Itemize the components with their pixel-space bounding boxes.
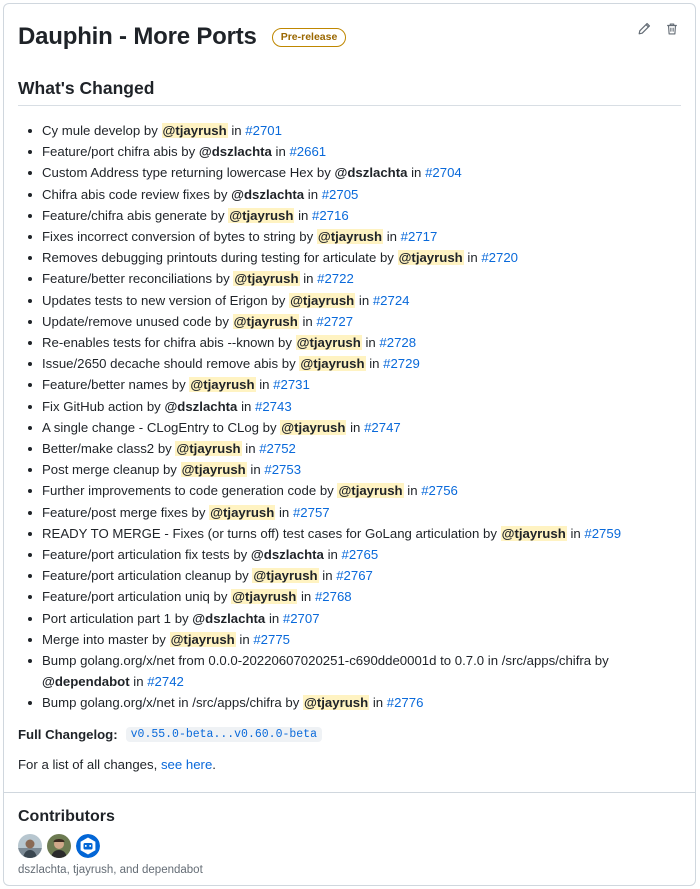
by-word: by bbox=[299, 229, 314, 245]
pr-link[interactable]: #2752 bbox=[259, 441, 296, 457]
change-item bbox=[42, 162, 681, 183]
author-mention[interactable]: @dszlachta bbox=[198, 144, 272, 160]
in-word: in bbox=[358, 292, 370, 308]
in-word: in bbox=[133, 674, 144, 690]
in-word: in bbox=[302, 313, 313, 329]
contributor-names: dszlachta, tjayrush, and dependabot bbox=[18, 864, 203, 876]
in-word: in bbox=[259, 377, 270, 393]
by-word: by bbox=[379, 250, 394, 266]
in-word: in bbox=[268, 610, 280, 626]
pr-link[interactable]: #2757 bbox=[292, 504, 330, 520]
by-word: by bbox=[171, 377, 186, 393]
pr-link[interactable]: #2661 bbox=[289, 144, 327, 160]
pr-link[interactable]: #2705 bbox=[321, 186, 359, 202]
in-word: in bbox=[467, 250, 478, 266]
pr-link[interactable]: #2717 bbox=[400, 229, 438, 245]
in-word: in bbox=[350, 419, 361, 435]
see-here-link[interactable]: see here bbox=[160, 756, 213, 772]
avatar-dependabot[interactable] bbox=[76, 834, 100, 858]
by-word: by bbox=[213, 589, 228, 605]
pr-link[interactable]: #2728 bbox=[379, 335, 417, 351]
in-word: in bbox=[372, 695, 384, 711]
author-mention[interactable]: @tjayrush bbox=[233, 313, 298, 329]
pr-link[interactable]: #2767 bbox=[336, 568, 373, 584]
change-item bbox=[42, 141, 681, 162]
change-text: Further improvements to code generation code bbox=[42, 483, 317, 499]
in-word: in bbox=[307, 186, 319, 202]
in-word: in bbox=[239, 631, 250, 647]
change-item bbox=[42, 523, 681, 544]
change-text: A single change - CLogEntry to CLog bbox=[42, 419, 259, 435]
in-word: in bbox=[298, 207, 309, 223]
release-actions bbox=[637, 22, 679, 36]
by-word: by bbox=[146, 398, 161, 414]
pr-link[interactable]: #2716 bbox=[312, 207, 349, 223]
pr-link[interactable]: #2742 bbox=[147, 674, 184, 690]
by-word: by bbox=[213, 186, 228, 202]
by-word: by bbox=[233, 547, 248, 563]
change-item bbox=[42, 247, 681, 268]
change-text: Feature/better reconciliations bbox=[42, 271, 213, 287]
change-item bbox=[42, 417, 681, 438]
contributors-heading: Contributors bbox=[18, 808, 115, 825]
in-word: in bbox=[275, 144, 286, 160]
author-mention[interactable]: @tjayrush bbox=[281, 419, 346, 435]
author-mention[interactable]: @tjayrush bbox=[190, 377, 255, 393]
in-word: in bbox=[365, 335, 376, 351]
change-text: Feature/post merge fixes bbox=[42, 504, 188, 520]
change-text: Removes debugging printouts during testing for articulate bbox=[42, 250, 377, 266]
by-word: by bbox=[319, 483, 334, 499]
pr-link[interactable]: #2768 bbox=[314, 589, 352, 605]
in-word: in bbox=[231, 123, 242, 138]
change-item bbox=[42, 544, 681, 565]
author-mention[interactable]: @tjayrush bbox=[210, 504, 275, 520]
change-item bbox=[42, 586, 681, 607]
change-text: Feature/chifra abis generate bbox=[42, 207, 207, 223]
by-word: by bbox=[151, 631, 166, 647]
in-word: in bbox=[407, 483, 418, 499]
change-item bbox=[42, 459, 681, 480]
pr-link[interactable]: #2756 bbox=[421, 483, 458, 499]
change-item bbox=[42, 396, 681, 417]
contributor-avatars bbox=[18, 834, 203, 858]
change-item bbox=[42, 184, 681, 205]
change-item bbox=[42, 692, 681, 713]
by-word: by bbox=[285, 695, 300, 711]
avatar-dszlachta[interactable] bbox=[18, 834, 42, 858]
in-word: in bbox=[245, 441, 256, 457]
see-all-prefix: For a list of all changes, bbox=[18, 756, 158, 772]
author-mention[interactable]: @dszlachta bbox=[192, 610, 266, 626]
by-word: by bbox=[594, 653, 609, 669]
author-mention[interactable]: @dszlachta bbox=[334, 165, 408, 181]
author-mention[interactable]: @tjayrush bbox=[162, 123, 227, 138]
in-word: in bbox=[301, 589, 312, 605]
author-mention[interactable]: @dependabot bbox=[42, 674, 130, 690]
by-word: by bbox=[157, 441, 172, 457]
by-word: by bbox=[234, 568, 249, 584]
release-header bbox=[18, 20, 681, 54]
change-item bbox=[42, 374, 681, 395]
author-mention[interactable]: @tjayrush bbox=[253, 568, 318, 584]
change-text: Issue/2650 decache should remove abis bbox=[42, 356, 279, 372]
change-item bbox=[42, 502, 681, 523]
in-word: in bbox=[411, 165, 422, 181]
pr-link[interactable]: #2776 bbox=[386, 695, 424, 711]
full-changelog bbox=[18, 727, 681, 742]
author-mention[interactable]: @dszlachta bbox=[164, 398, 238, 414]
change-item bbox=[42, 268, 681, 289]
author-mention[interactable]: @tjayrush bbox=[501, 525, 566, 541]
by-word: by bbox=[215, 313, 229, 329]
pr-link[interactable]: #2747 bbox=[364, 419, 401, 435]
change-text: Feature/port articulation cleanup bbox=[42, 568, 232, 584]
release-body bbox=[4, 4, 695, 772]
pr-link[interactable]: #2759 bbox=[584, 525, 622, 541]
change-text: Update/remove unused code bbox=[42, 313, 212, 329]
author-mention[interactable]: @tjayrush bbox=[398, 250, 463, 266]
by-word: by bbox=[482, 525, 497, 541]
in-word: in bbox=[279, 504, 290, 520]
pr-link[interactable]: #2724 bbox=[372, 292, 410, 308]
author-mention[interactable]: @tjayrush bbox=[170, 631, 235, 647]
author-mention[interactable]: @tjayrush bbox=[317, 229, 383, 245]
pr-link[interactable]: #2727 bbox=[316, 313, 354, 329]
in-word: in bbox=[322, 568, 333, 584]
change-text: Merge into master bbox=[42, 631, 149, 647]
by-word: by bbox=[262, 419, 277, 435]
by-word: by bbox=[174, 610, 189, 626]
release-title[interactable]: Dauphin - More Ports bbox=[18, 23, 257, 50]
avatar-tjayrush[interactable] bbox=[47, 834, 71, 858]
author-mention[interactable]: @tjayrush bbox=[290, 292, 355, 308]
by-word: by bbox=[278, 335, 292, 351]
pr-link[interactable]: #2729 bbox=[383, 356, 420, 372]
change-text: Fixes incorrect conversion of bytes to string bbox=[42, 229, 296, 245]
in-word: in bbox=[570, 525, 581, 541]
in-word: in bbox=[303, 271, 314, 287]
see-all-suffix: . bbox=[212, 756, 216, 772]
pr-link[interactable]: #2701 bbox=[245, 123, 282, 138]
author-mention[interactable]: @tjayrush bbox=[303, 695, 369, 711]
changes-list bbox=[18, 120, 681, 714]
whats-changed-heading: What's Changed bbox=[18, 78, 681, 106]
change-text: Chifra abis code review fixes bbox=[42, 186, 210, 202]
pr-link[interactable]: #2753 bbox=[264, 462, 302, 478]
author-mention[interactable]: @tjayrush bbox=[234, 271, 299, 287]
full-changelog-label: Full Changelog: bbox=[18, 726, 118, 742]
change-text: Feature/better names bbox=[42, 377, 169, 393]
author-mention[interactable]: @tjayrush bbox=[296, 335, 361, 351]
change-item bbox=[42, 120, 681, 141]
author-mention[interactable]: @tjayrush bbox=[338, 483, 403, 499]
author-mention[interactable]: @tjayrush bbox=[176, 441, 241, 457]
change-item bbox=[42, 353, 681, 374]
change-item bbox=[42, 629, 681, 650]
changelog-range-link[interactable]: v0.55.0-beta...v0.60.0-beta bbox=[126, 727, 322, 742]
author-mention[interactable]: @tjayrush bbox=[181, 462, 246, 478]
change-item bbox=[42, 290, 681, 311]
pr-link[interactable]: #2765 bbox=[341, 547, 379, 563]
change-text: Custom Address type returning lowercase Hex bbox=[42, 165, 314, 181]
change-text: READY TO MERGE - Fixes (or turns off) test cases for GoLang articulation bbox=[42, 525, 480, 541]
in-word: in bbox=[241, 398, 252, 414]
author-mention[interactable]: @dszlachta bbox=[231, 186, 305, 202]
in-word: in bbox=[386, 229, 397, 245]
change-text: Fix GitHub action bbox=[42, 398, 144, 414]
pr-link[interactable]: #2775 bbox=[253, 631, 291, 647]
pr-link[interactable]: #2743 bbox=[255, 398, 292, 414]
section-divider bbox=[4, 792, 695, 793]
change-text: Port articulation part 1 bbox=[42, 610, 172, 626]
change-item bbox=[42, 438, 681, 459]
change-item bbox=[42, 565, 681, 586]
author-mention[interactable]: @tjayrush bbox=[300, 356, 365, 372]
change-item bbox=[42, 480, 681, 501]
pr-link[interactable]: #2707 bbox=[282, 610, 320, 626]
author-mention[interactable]: @tjayrush bbox=[229, 207, 294, 223]
change-text: Bump golang.org/x/net from 0.0.0-20220607020251-c690dde0001d to 0.7.0 in /src/apps/chifra bbox=[42, 653, 592, 669]
by-word: by bbox=[215, 271, 230, 287]
change-item bbox=[42, 332, 681, 353]
change-item bbox=[42, 650, 681, 692]
change-text: Bump golang.org/x/net in /src/apps/chifra bbox=[42, 695, 282, 711]
change-item bbox=[42, 226, 681, 247]
pr-link[interactable]: #2731 bbox=[273, 377, 310, 393]
change-text: Updates tests to new version of Erigon bbox=[42, 292, 268, 308]
author-mention[interactable]: @dszlachta bbox=[250, 547, 324, 563]
change-text: Better/make class2 bbox=[42, 441, 155, 457]
by-word: by bbox=[191, 504, 206, 520]
change-item bbox=[42, 608, 681, 629]
by-word: by bbox=[271, 292, 286, 308]
by-word: by bbox=[143, 123, 158, 138]
by-word: by bbox=[281, 356, 296, 372]
by-word: by bbox=[181, 144, 196, 160]
trash-icon[interactable] bbox=[665, 22, 679, 36]
by-word: by bbox=[210, 207, 225, 223]
change-text: Feature/port chifra abis bbox=[42, 144, 178, 160]
change-text: Re-enables tests for chifra abis --known bbox=[42, 335, 275, 351]
in-word: in bbox=[250, 462, 261, 478]
change-text: Cy mule develop bbox=[42, 123, 141, 138]
in-word: in bbox=[369, 356, 380, 372]
in-word: in bbox=[327, 547, 338, 563]
pencil-icon[interactable] bbox=[637, 22, 651, 36]
see-all-changes bbox=[18, 757, 681, 772]
author-mention[interactable]: @tjayrush bbox=[232, 589, 297, 605]
pr-link[interactable]: #2720 bbox=[481, 250, 519, 266]
change-text: Feature/port articulation uniq bbox=[42, 589, 210, 605]
by-word: by bbox=[316, 165, 331, 181]
change-text: Feature/port articulation fix tests bbox=[42, 547, 230, 563]
change-item bbox=[42, 311, 681, 332]
pre-release-badge: Pre-release bbox=[272, 28, 347, 47]
by-word: by bbox=[162, 462, 177, 478]
change-item bbox=[42, 205, 681, 226]
release-card bbox=[3, 3, 696, 886]
contributors-section bbox=[18, 808, 203, 876]
change-text: Post merge cleanup bbox=[42, 462, 160, 478]
pr-link[interactable]: #2704 bbox=[425, 165, 462, 181]
pr-link[interactable]: #2722 bbox=[317, 271, 354, 287]
